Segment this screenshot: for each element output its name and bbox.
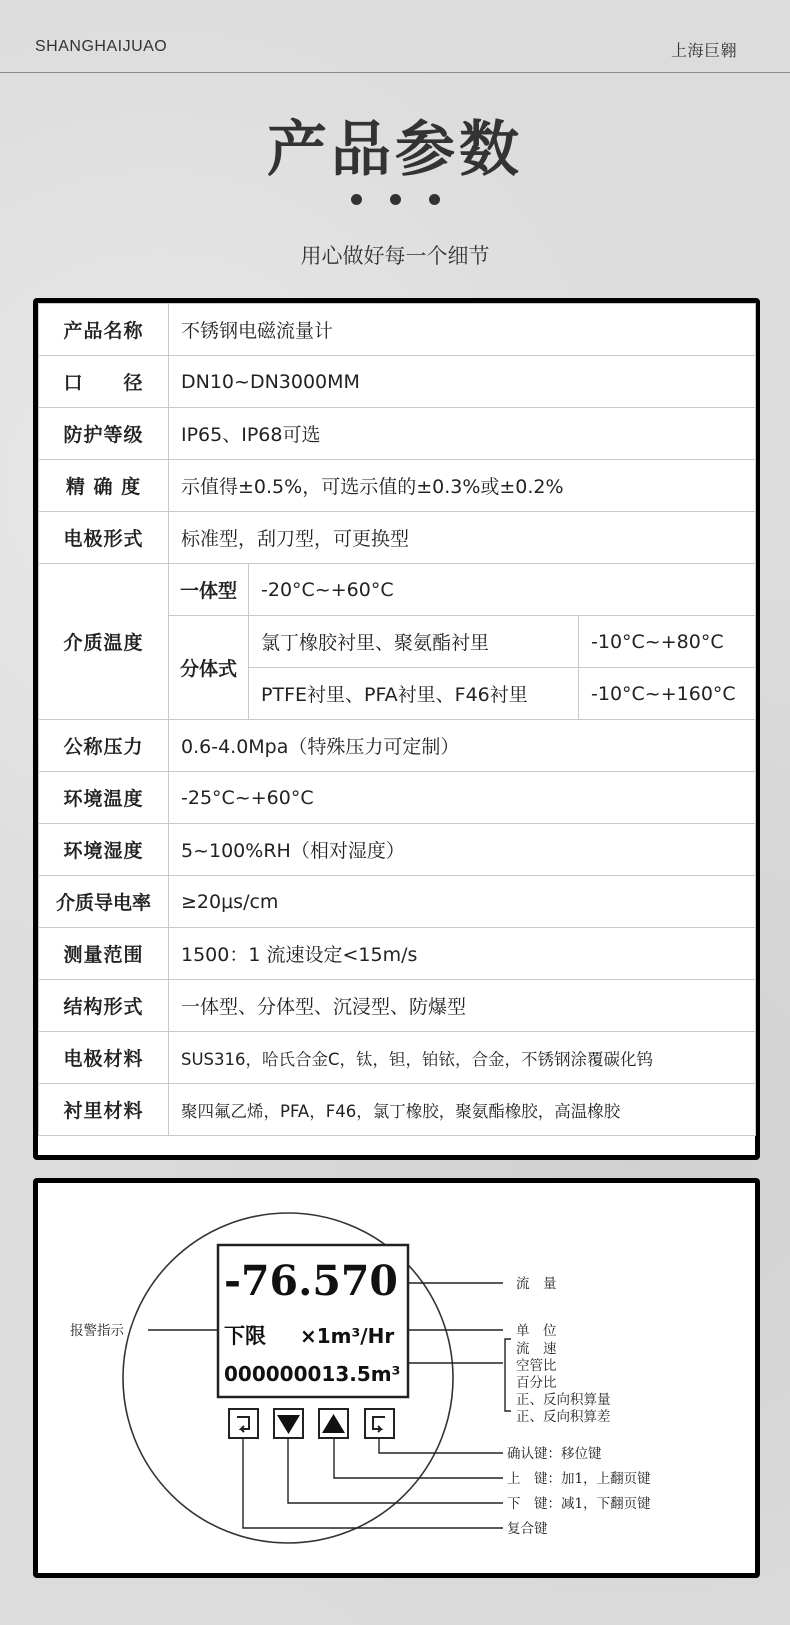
display-diagram-panel bbox=[38, 1183, 755, 1573]
spec-value: 标准型，刮刀型，可更换型 bbox=[169, 512, 756, 564]
spec-label: 环境温度 bbox=[39, 772, 169, 824]
table-row bbox=[39, 928, 756, 980]
spec-label: 衬里材料 bbox=[39, 1084, 169, 1136]
up-key-label: 上 键：加1，上翻页键 bbox=[507, 1471, 651, 1487]
spec-value: 一体型、分体型、沉浸型、防爆型 bbox=[169, 980, 756, 1032]
spec-value: 示值得±0.5%，可选示值的±0.3%或±0.2% bbox=[169, 460, 756, 512]
empty-ratio-label: 空管比 bbox=[516, 1358, 557, 1374]
page-subtitle: 用心做好每一个细节 bbox=[300, 244, 490, 268]
table-row bbox=[39, 356, 756, 408]
spec-label: 介质温度 bbox=[39, 564, 169, 720]
spec-label: 环境湿度 bbox=[39, 824, 169, 876]
table-row bbox=[39, 460, 756, 512]
temp-range: -10°C~+80°C bbox=[579, 616, 756, 668]
table-row bbox=[39, 304, 756, 356]
spec-table-frame bbox=[33, 298, 760, 1160]
total-reading: 000000013.5m³ bbox=[224, 1362, 401, 1386]
percent-label: 百分比 bbox=[516, 1375, 557, 1391]
spec-label: 测量范围 bbox=[39, 928, 169, 980]
dot-decoration bbox=[390, 194, 401, 205]
spec-value: SUS316，哈氏合金C，钛，钽，铂铱，合金，不锈钢涂覆碳化钨 bbox=[169, 1032, 756, 1084]
spec-label: 防护等级 bbox=[39, 408, 169, 460]
title-dots bbox=[0, 190, 790, 209]
table-row bbox=[39, 1032, 756, 1084]
down-key-label: 下 键：减1，下翻页键 bbox=[507, 1496, 651, 1512]
spec-label: 电极材料 bbox=[39, 1032, 169, 1084]
spec-value: DN10~DN3000MM bbox=[169, 356, 756, 408]
dot-decoration bbox=[429, 194, 440, 205]
sub-label: 一体型 bbox=[169, 564, 249, 616]
header-divider bbox=[0, 72, 790, 73]
temp-range: -10°C~+160°C bbox=[579, 668, 756, 720]
spec-value: 聚四氟乙烯，PFA，F46，氯丁橡胶，聚氨酯橡胶，高温橡胶 bbox=[169, 1084, 756, 1136]
table-row bbox=[39, 876, 756, 928]
display-diagram bbox=[38, 1183, 755, 1573]
table-row bbox=[39, 512, 756, 564]
table-row bbox=[39, 1084, 756, 1136]
table-row bbox=[39, 980, 756, 1032]
spec-label: 电极形式 bbox=[39, 512, 169, 564]
down-key[interactable] bbox=[274, 1409, 303, 1438]
velocity-label: 流 速 bbox=[516, 1341, 557, 1357]
combo-key-label: 复合键 bbox=[507, 1521, 548, 1537]
up-key[interactable] bbox=[319, 1409, 348, 1438]
flow-reading: -76.570 bbox=[224, 1257, 398, 1305]
spec-value: -20°C~+60°C bbox=[249, 564, 756, 616]
limit-indicator: 下限 bbox=[224, 1324, 266, 1348]
brand-en: SHANGHAIJUAO bbox=[35, 38, 168, 55]
table-row bbox=[39, 408, 756, 460]
flow-label: 流 量 bbox=[516, 1276, 557, 1292]
spec-label: 结构形式 bbox=[39, 980, 169, 1032]
spec-value: 1500：1 流速设定<15m/s bbox=[169, 928, 756, 980]
display-diagram-frame bbox=[33, 1178, 760, 1578]
spec-label: 精 确 度 bbox=[39, 460, 169, 512]
forward-diff-label: 正、反向积算差 bbox=[516, 1409, 611, 1425]
table-row bbox=[39, 824, 756, 876]
unit-reading: ×1m³/Hr bbox=[300, 1324, 395, 1348]
spec-label: 产品名称 bbox=[39, 304, 169, 356]
lining-type: 氯丁橡胶衬里、聚氨酯衬里 bbox=[249, 616, 579, 668]
table-row bbox=[39, 720, 756, 772]
spec-table bbox=[38, 303, 756, 1136]
spec-value: -25°C~+60°C bbox=[169, 772, 756, 824]
spec-value: 0.6-4.0Mpa（特殊压力可定制） bbox=[169, 720, 756, 772]
lining-type: PTFE衬里、PFA衬里、F46衬里 bbox=[249, 668, 579, 720]
spec-value: ≥20μs/cm bbox=[169, 876, 756, 928]
brand-cn: 上海巨翱 bbox=[670, 41, 737, 60]
spec-table-panel bbox=[38, 303, 755, 1155]
confirm-key[interactable] bbox=[365, 1409, 394, 1438]
forward-total-label: 正、反向积算量 bbox=[516, 1392, 611, 1408]
combo-key[interactable] bbox=[229, 1409, 258, 1438]
table-row bbox=[39, 564, 756, 616]
spec-label: 口 径 bbox=[39, 356, 169, 408]
dot-decoration bbox=[351, 194, 362, 205]
spec-label: 公称压力 bbox=[39, 720, 169, 772]
spec-value: 5~100%RH（相对湿度） bbox=[169, 824, 756, 876]
spec-value: 不锈钢电磁流量计 bbox=[169, 304, 756, 356]
alarm-label: 报警指示 bbox=[70, 1323, 124, 1339]
spec-value: IP65、IP68可选 bbox=[169, 408, 756, 460]
confirm-key-label: 确认键：移位键 bbox=[507, 1446, 602, 1462]
spec-label: 介质导电率 bbox=[39, 876, 169, 928]
table-row bbox=[39, 772, 756, 824]
page-title: 产品参数 bbox=[267, 115, 523, 185]
sub-label: 分体式 bbox=[169, 616, 249, 720]
unit-label: 单 位 bbox=[516, 1323, 557, 1339]
